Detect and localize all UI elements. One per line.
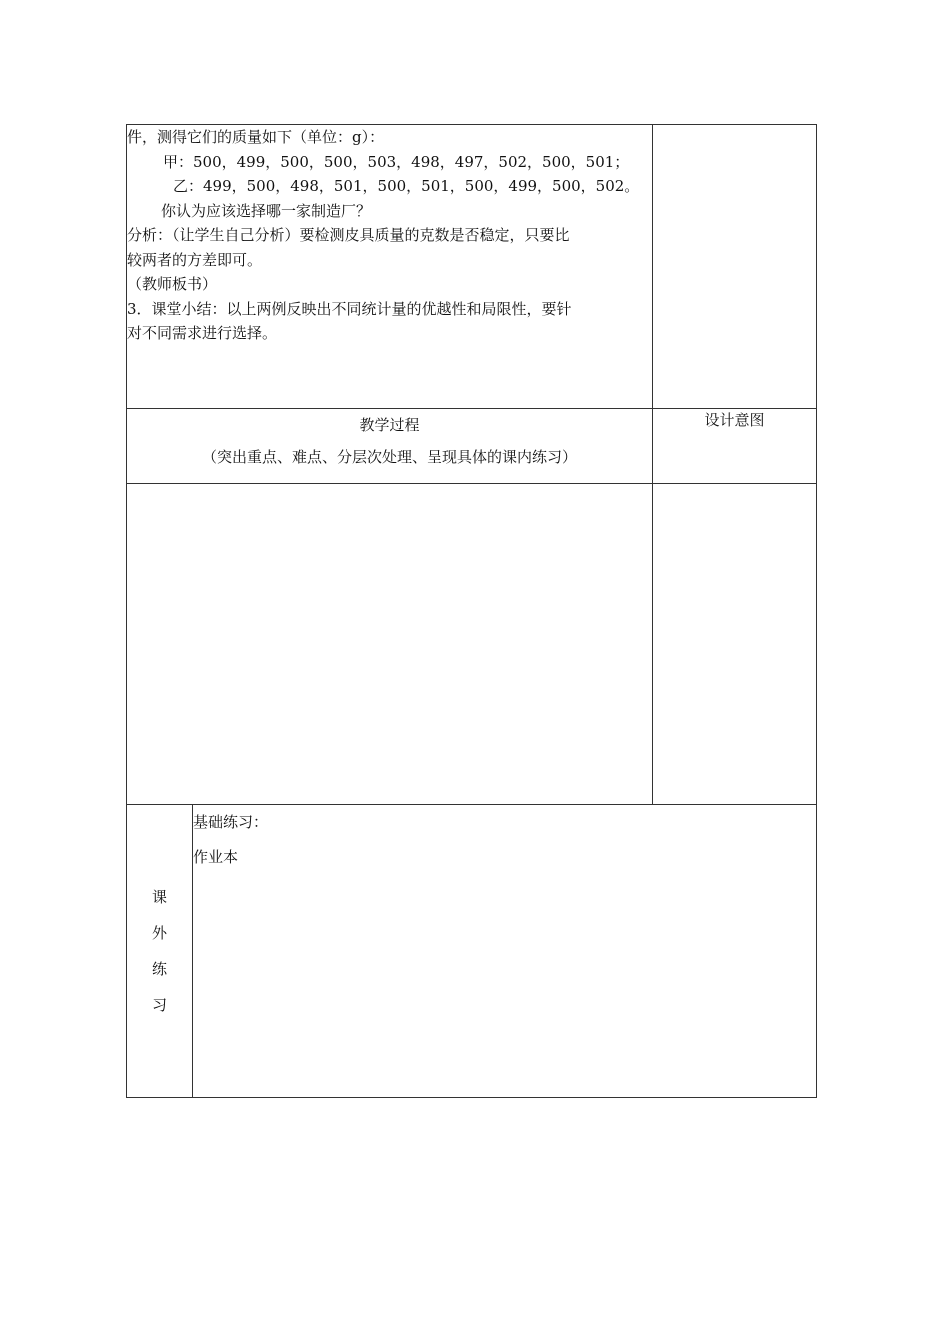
content-cell xyxy=(127,125,653,409)
text-line: （教师板书） xyxy=(127,275,218,293)
exercise-label-char: 外 xyxy=(151,924,167,942)
process-title: 教学过程 xyxy=(359,416,420,434)
exercise-row xyxy=(127,805,817,1098)
text-line: 3．课堂小结：以上两例反映出不同统计量的优越性和局限性，要针 xyxy=(127,299,572,318)
lesson-plan-table xyxy=(126,124,817,1098)
exercise-label-char: 习 xyxy=(151,996,167,1014)
text-line: 较两者的方差即可。 xyxy=(127,250,263,269)
blank-process-cell xyxy=(127,484,653,805)
exercise-content: 作业本 xyxy=(193,848,239,866)
exercise-body-cell xyxy=(193,805,817,1098)
text-line: 分析：（让学生自己分析）要检测皮具质量的克数是否稳定，只要比 xyxy=(127,226,570,244)
content-row xyxy=(127,125,817,409)
text-line: 你认为应该选择哪一家制造厂？ xyxy=(161,201,372,220)
exercise-label-char: 练 xyxy=(151,960,167,978)
exercise-heading: 基础练习： xyxy=(193,813,269,831)
text-line: 对不同需求进行选择。 xyxy=(127,324,278,342)
exercise-label-cell xyxy=(127,805,193,1098)
blank-row xyxy=(127,484,817,805)
text-line: 甲：500，499，500，500，503，498，497，502，500，501； xyxy=(163,152,630,171)
blank-intent-cell xyxy=(653,484,817,805)
process-header-cell xyxy=(127,409,653,484)
process-subtitle: （突出重点、难点、分层次处理、呈现具体的课内练习） xyxy=(201,448,577,466)
design-intent-cell xyxy=(653,125,817,409)
text-line: 乙：499，500，498，501，500，501，500，499，500，502。 xyxy=(173,177,640,195)
header-row xyxy=(127,409,817,484)
exercise-label-char: 课 xyxy=(151,888,167,906)
design-intent-header: 设计意图 xyxy=(653,409,817,484)
text-line: 件，测得它们的质量如下（单位：g）： xyxy=(127,128,385,146)
